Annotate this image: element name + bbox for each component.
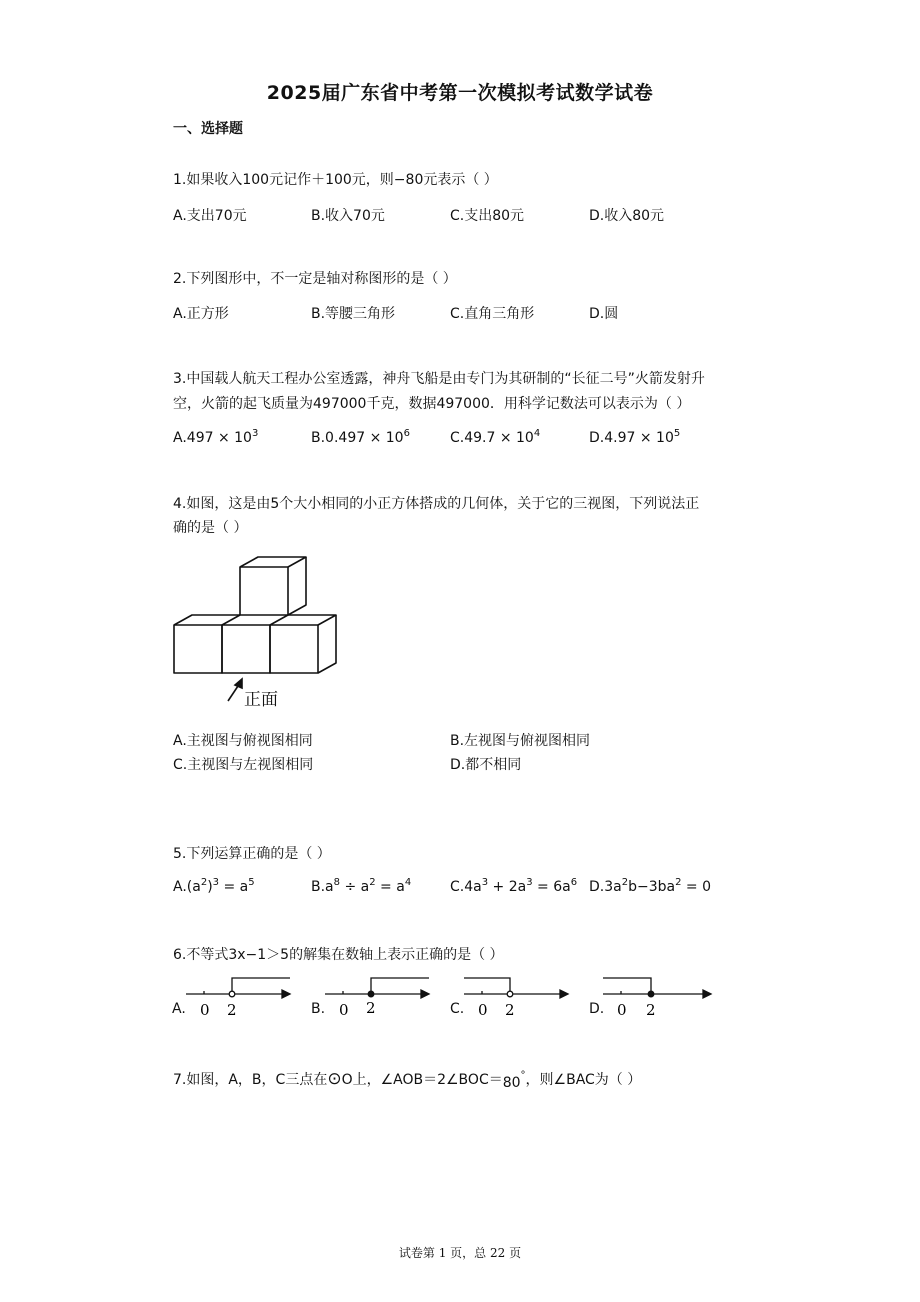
q6a-tick-2: 2 xyxy=(227,1001,237,1019)
question-6-stem: 6.不等式3x−1＞5的解集在数轴上表示正确的是（ ） xyxy=(173,947,504,963)
q6-number-line-a xyxy=(186,974,296,1024)
cube-front-3 xyxy=(270,625,318,673)
q6a-tick-0: 0 xyxy=(200,1001,210,1019)
q2-option-a: A.正方形 xyxy=(173,306,229,322)
page-title: 2025届广东省中考第一次模拟考试数学试卷 xyxy=(266,82,654,104)
q6d-tick-0: 0 xyxy=(617,1001,627,1019)
q6c-tick-2: 2 xyxy=(505,1001,515,1019)
page-footer: 试卷第 1 页，总 22 页 xyxy=(398,1246,522,1260)
q6c-tick-0: 0 xyxy=(478,1001,488,1019)
q1-option-d: D.收入80元 xyxy=(589,208,665,224)
cube-front-2 xyxy=(222,625,270,673)
question-7-stem: 7.如图，A，B，C三点在⊙O上，∠AOB＝2∠BOC＝80°，则∠BAC为（ ） xyxy=(173,1069,642,1091)
q6b-tick-2: 2 xyxy=(366,999,376,1017)
question-2-stem: 2.下列图形中，不一定是轴对称图形的是（ ） xyxy=(173,271,457,287)
q4-option-a: A.主视图与俯视图相同 xyxy=(173,733,313,749)
q6-number-line-b xyxy=(325,974,435,1024)
q6-option-a-label: A. xyxy=(172,1001,186,1017)
question-4-line-1: 4.如图，这是由5个大小相同的小正方体搭成的几何体，关于它的三视图，下列说法正 xyxy=(173,496,700,512)
q6b-tick-0: 0 xyxy=(339,1001,349,1019)
q6-number-line-d xyxy=(603,974,715,1024)
question-5-stem: 5.下列运算正确的是（ ） xyxy=(173,846,331,862)
circle-symbol: ⊙ xyxy=(327,1069,342,1089)
q6-option-c-label: C. xyxy=(450,1001,465,1017)
q3-option-c: $C.49.7 \times 10^4$ xyxy=(450,428,541,446)
q5-option-c: $C.4a^3 + 2a^3 = 6a^6$ xyxy=(450,877,578,895)
question-3-line-2: 空，火箭的起飞质量为497000千克，数据497000．用科学记数法可以表示为（ ） xyxy=(173,396,691,412)
cube-front-1 xyxy=(174,625,222,673)
q2-option-c: C.直角三角形 xyxy=(450,306,535,322)
question-1-stem: 1.如果收入100元记作＋100元，则−80元表示（ ） xyxy=(173,172,498,188)
q2-option-b: B.等腰三角形 xyxy=(311,306,396,322)
q1-option-a: A.支出70元 xyxy=(173,208,247,224)
q6d-tick-2: 2 xyxy=(646,1001,656,1019)
cube-top-front xyxy=(240,567,288,615)
q4-option-d: D.都不相同 xyxy=(450,757,522,773)
q4-option-c: C.主视图与左视图相同 xyxy=(173,757,314,773)
q3-option-d: $D.4.97 \times 10^5$ xyxy=(589,428,681,446)
q3-option-a: $A.497 \times 10^3$ xyxy=(173,428,259,446)
question-3-line-1: 3.中国载人航天工程办公室透露，神舟飞船是由专门为其研制的“长征二号”火箭发射升 xyxy=(173,371,705,387)
q6-option-b-label: B. xyxy=(311,1001,326,1017)
q5-option-a: $A.(a^2)^3 = a^5$ xyxy=(173,877,255,895)
q1-option-b: B.收入70元 xyxy=(311,208,385,224)
q4-option-b: B.左视图与俯视图相同 xyxy=(450,733,591,749)
q3-option-b: $B.0.497 \times 10^6$ xyxy=(311,428,410,446)
q1-option-c: C.支出80元 xyxy=(450,208,525,224)
q5-option-d: $D.3a^2b-3ba^2 = 0$ xyxy=(589,877,712,895)
section-heading: 一、选择题 xyxy=(173,121,243,137)
q2-option-d: D.圆 xyxy=(589,306,619,322)
cube-figure xyxy=(170,555,350,710)
question-4-line-2: 确的是（ ） xyxy=(173,520,248,536)
q6-option-d-label: D. xyxy=(589,1001,605,1017)
figure-front-label: 正面 xyxy=(244,690,278,710)
q6-number-line-c xyxy=(464,974,574,1024)
q5-option-b: $B.a^8 \div a^2 = a^4$ xyxy=(311,877,412,895)
